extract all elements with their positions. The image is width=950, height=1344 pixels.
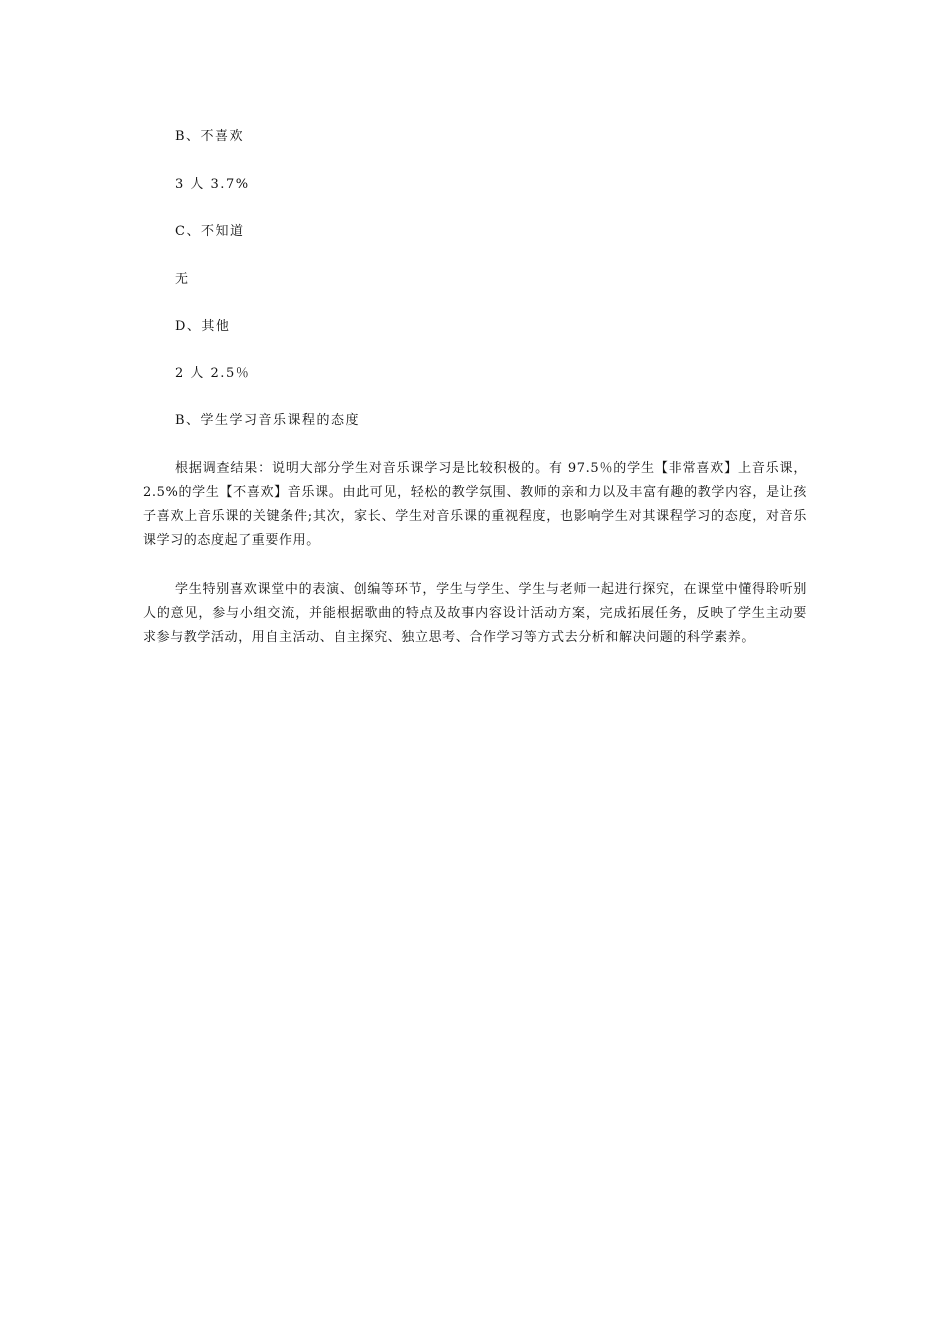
option-c-count: 无 xyxy=(175,272,190,287)
option-b-dislike: B、不喜欢 xyxy=(175,129,245,144)
option-b-count: 3 人 3.7% xyxy=(175,177,250,192)
option-d-count: 2 人 2.5％ xyxy=(175,366,251,381)
paragraph-survey-result: 根据调查结果：说明大部分学生对音乐课学习是比较积极的。有 97.5％的学生【非常喜欢】上音乐课，2.5%的学生【不喜欢】音乐课。由此可见，轻松的教学氛围、教师的亲和力以及丰富有趣的教学内容，是让孩子喜欢上音乐课的关键条件;其次，家长、学生对音乐课的重视程度，也影响学生对其课程学习的态度，对音乐课学习的态度起了重要作用。 xyxy=(143,461,807,548)
paragraph-student-activities: 学生特别喜欢课堂中的表演、创编等环节，学生与学生、学生与老师一起进行探究，在课堂中懂得聆听别人的意见，参与小组交流，并能根据歌曲的特点及故事内容设计活动方案，完成拓展任务，反映了学生主动要求参与教学活动，用自主活动、自主探究、独立思考、合作学习等方式去分析和解决问题的科学素养。 xyxy=(143,582,807,645)
option-d-other: D、其他 xyxy=(175,319,231,334)
section-heading: B、学生学习音乐课程的态度 xyxy=(175,413,361,428)
option-c-unknown: C、不知道 xyxy=(175,224,245,239)
